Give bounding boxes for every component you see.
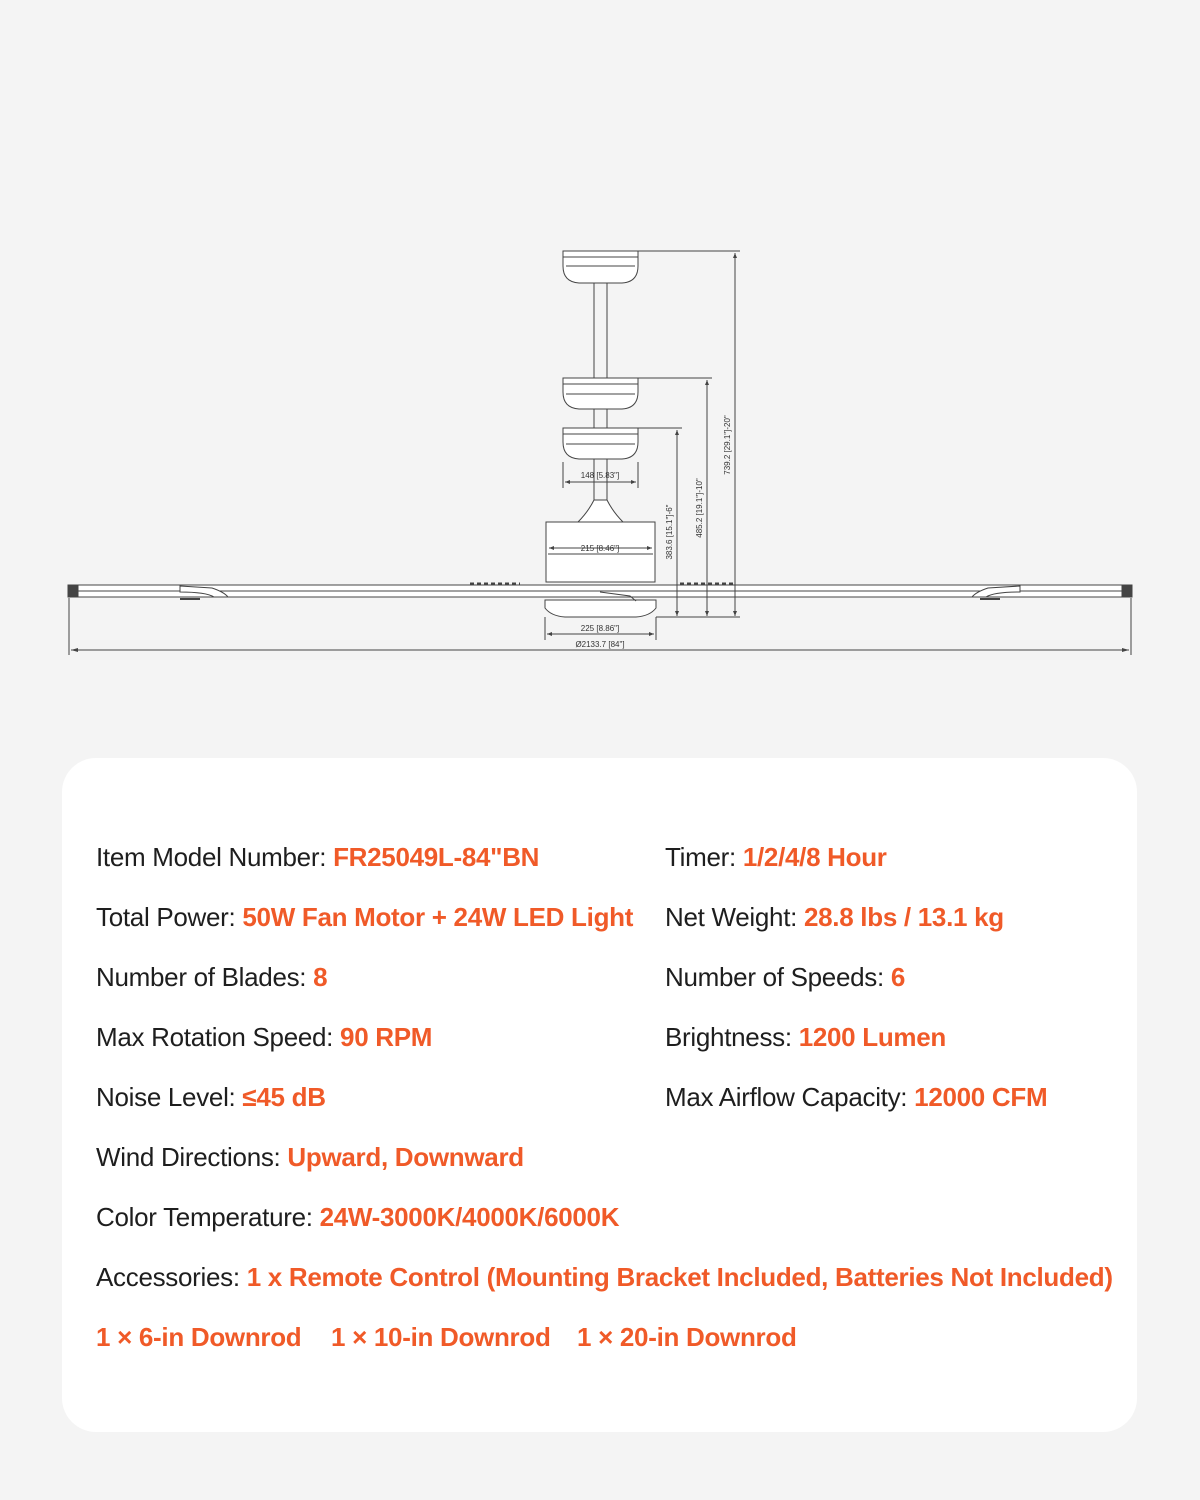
spec-value: Upward, Downward bbox=[287, 1142, 524, 1172]
spec-timer bbox=[665, 841, 887, 873]
spec-max-airflow bbox=[665, 1081, 1047, 1113]
spec-value: FR25049L-84"BN bbox=[333, 842, 540, 872]
fan-dimension-diagram bbox=[0, 0, 1200, 700]
light-width-label: 225 [8.86"] bbox=[580, 624, 620, 633]
spec-value: 50W Fan Motor + 24W LED Light bbox=[242, 902, 634, 932]
spec-label: Item Model Number: bbox=[96, 842, 334, 872]
spec-value: 8 bbox=[313, 962, 328, 992]
spec-value: 6 bbox=[890, 962, 906, 992]
spec-number-of-blades bbox=[96, 961, 327, 993]
spec-label: Max Rotation Speed: bbox=[96, 1022, 341, 1052]
spec-label: Total Power: bbox=[96, 902, 243, 932]
spec-label: Max Airflow Capacity: bbox=[665, 1082, 915, 1112]
motor-width-label: 215 [8.46"] bbox=[580, 544, 620, 553]
spec-accessories bbox=[96, 1261, 1113, 1293]
height-mid-label: 485.2 [19.1"]-10" bbox=[695, 478, 704, 538]
spec-label: Timer: bbox=[665, 842, 743, 872]
spec-value: 1 x Remote Control (Mounting Bracket Included, Batteries Not Included) bbox=[246, 1262, 1113, 1292]
accessory-6in-downrod: 1 × 6-in Downrod bbox=[96, 1322, 302, 1352]
spec-max-rotation-speed bbox=[96, 1021, 432, 1053]
ceiling-canopy bbox=[563, 251, 638, 283]
spec-value: 1/2/4/8 Hour bbox=[742, 842, 887, 872]
spec-label: Accessories: bbox=[96, 1262, 247, 1292]
spec-label: Net Weight: bbox=[665, 902, 804, 932]
spec-color-temperature bbox=[96, 1201, 619, 1233]
specifications-card bbox=[62, 758, 1137, 1432]
spec-value: 1200 Lumen bbox=[798, 1022, 946, 1052]
spec-label: Color Temperature: bbox=[96, 1202, 320, 1232]
downrod bbox=[594, 283, 607, 378]
spec-model-number bbox=[96, 841, 539, 873]
spec-wind-directions bbox=[96, 1141, 524, 1173]
spec-label: Number of Blades: bbox=[96, 962, 314, 992]
spec-value: 28.8 lbs / 13.1 kg bbox=[803, 902, 1004, 932]
spec-value: ≤45 dB bbox=[242, 1082, 326, 1112]
spec-net-weight bbox=[665, 901, 1004, 933]
spec-value: 24W-3000K/4000K/6000K bbox=[319, 1202, 620, 1232]
spec-label: Wind Directions: bbox=[96, 1142, 288, 1172]
fan-blades bbox=[68, 584, 1132, 599]
spec-value: 90 RPM bbox=[340, 1022, 433, 1052]
spec-label: Brightness: bbox=[665, 1022, 799, 1052]
height-short-label: 383.6 [15.1"]-6" bbox=[665, 504, 674, 560]
spec-total-power bbox=[96, 901, 633, 933]
spec-label: Number of Speeds: bbox=[665, 962, 891, 992]
fan-diameter-label: Ø2133.7 [84"] bbox=[575, 640, 625, 649]
height-total-label: 739.2 [29.1"]-20" bbox=[723, 415, 732, 475]
spec-label: Noise Level: bbox=[96, 1082, 243, 1112]
spec-value: 12000 CFM bbox=[914, 1082, 1048, 1112]
short-canopy bbox=[563, 428, 638, 459]
spec-noise-level bbox=[96, 1081, 326, 1113]
spec-number-of-speeds bbox=[665, 961, 905, 993]
canopy-width-label: 148 [5.83"] bbox=[580, 471, 620, 480]
mid-canopy bbox=[563, 378, 638, 409]
accessory-20in-downrod: 1 × 20-in Downrod bbox=[577, 1322, 797, 1352]
spec-brightness bbox=[665, 1021, 946, 1053]
accessory-10in-downrod: 1 × 10-in Downrod bbox=[331, 1322, 551, 1352]
